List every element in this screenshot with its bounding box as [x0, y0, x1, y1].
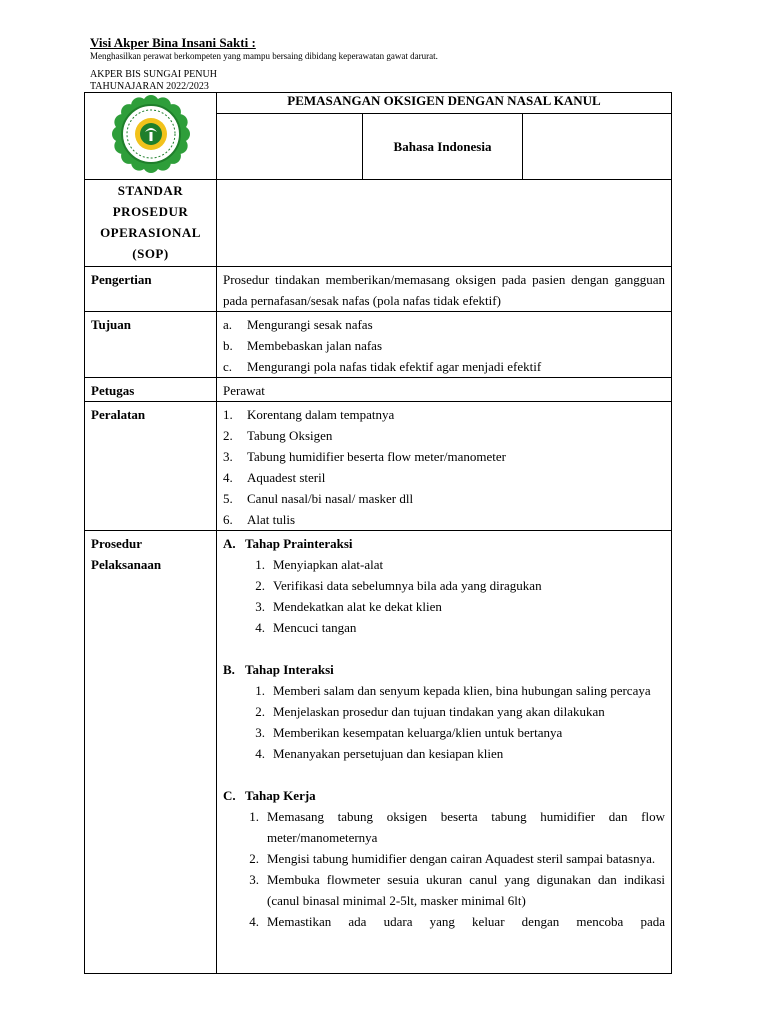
prosedur-content [217, 531, 672, 974]
phase-c-heading: C. Tahap Kerja [223, 788, 316, 803]
sop-label-line: PROSEDUR [112, 204, 189, 219]
tujuan-content [217, 312, 672, 378]
list-item: 4. Aquadest steril [223, 470, 326, 485]
list-item: 3. Memberikan kesempatan keluarga/klien untuk bertanya [255, 725, 563, 740]
prosedur-label [85, 531, 217, 974]
academic-year: TAHUNAJARAN 2022/2023 [90, 81, 209, 92]
sop-label-line: OPERASIONAL [100, 225, 201, 240]
sop-label [85, 180, 217, 267]
petugas-text: Perawat [217, 378, 672, 402]
sop-table [84, 92, 672, 974]
list-item: 1. Korentang dalam tempatnya [223, 407, 395, 422]
list-item: 3. Mendekatkan alat ke dekat klien [255, 599, 442, 614]
peralatan-list [223, 404, 665, 530]
institution-name: AKPER BIS SUNGAI PENUH [90, 69, 217, 80]
list-item: 2. Menjelaskan prosedur dan tujuan tindakan yang akan dilakukan [255, 704, 605, 719]
empty-cell [217, 114, 363, 180]
list-item: 3. Membuka flowmeter sesuia ukuran canul yang digunakan dan indikasi (canul binasal minimal 2-5lt, masker minimal 6lt) [249, 872, 665, 908]
list-item: 1. Memberi salam dan senyum kepada klien, bina hubungan saling percaya [255, 683, 651, 698]
vision-statement: Menghasilkan perawat berkompeten yang mampu bersaing dibidang keperawatan gawat darurat. [90, 51, 438, 61]
sop-label-line: STANDAR [117, 183, 184, 198]
list-item: 1. Memasang tabung oksigen beserta tabung humidifier dan flow meter/manometernya [249, 809, 665, 845]
list-item: 2. Mengisi tabung humidifier dengan cairan Aquadest steril sampai batasnya. [249, 851, 656, 866]
empty-cell [217, 180, 672, 267]
phase-b-steps [223, 680, 665, 764]
prosedur-label-line: Pelaksanaan [91, 557, 162, 572]
petugas-label: Petugas [85, 378, 217, 402]
list-item: 4. Memastikan ada udara yang keluar dengan mencoba pada [249, 914, 665, 929]
list-item: 2. Tabung Oksigen [223, 428, 333, 443]
empty-cell [523, 114, 672, 180]
phase-c-steps [223, 806, 665, 932]
peralatan-content [217, 402, 672, 531]
list-item: 1. Menyiapkan alat-alat [255, 557, 384, 572]
list-item: 5. Canul nasal/bi nasal/ masker dll [223, 491, 414, 506]
institution-logo [111, 94, 191, 174]
list-item: 4. Mencuci tangan [255, 620, 357, 635]
language-label: Bahasa Indonesia [363, 114, 523, 180]
pengertian-text: Prosedur tindakan memberikan/memasang oksigen pada pasien dengan gangguan pada pernafasan/sesak nafas (pola nafas tidak efektif) [217, 267, 672, 312]
sop-title: PEMASANGAN OKSIGEN DENGAN NASAL KANUL [217, 93, 672, 114]
peralatan-label: Peralatan [85, 402, 217, 531]
sop-label-line: (SOP) [132, 246, 169, 261]
list-item: b. Membebaskan jalan nafas [223, 338, 383, 353]
tujuan-label: Tujuan [85, 312, 217, 378]
list-item: 6. Alat tulis [223, 512, 296, 527]
logo-cell [85, 93, 217, 180]
phase-a-steps [223, 554, 665, 638]
list-item: a. Mengurangi sesak nafas [223, 317, 373, 332]
list-item: c. Mengurangi pola nafas tidak efektif agar menjadi efektif [223, 359, 542, 374]
list-item: 4. Menanyakan persetujuan dan kesiapan klien [255, 746, 504, 761]
list-item: 3. Tabung humidifier beserta flow meter/manometer [223, 449, 506, 464]
list-item: 2. Verifikasi data sebelumnya bila ada yang diragukan [255, 578, 542, 593]
prosedur-label-line: Prosedur [91, 536, 143, 551]
tujuan-list [223, 314, 665, 377]
vision-title: Visi Akper Bina Insani Sakti : [90, 35, 256, 50]
phase-a-heading: A. Tahap Prainteraksi [223, 536, 353, 551]
phase-b-heading: B. Tahap Interaksi [223, 662, 334, 677]
pengertian-label: Pengertian [85, 267, 217, 312]
